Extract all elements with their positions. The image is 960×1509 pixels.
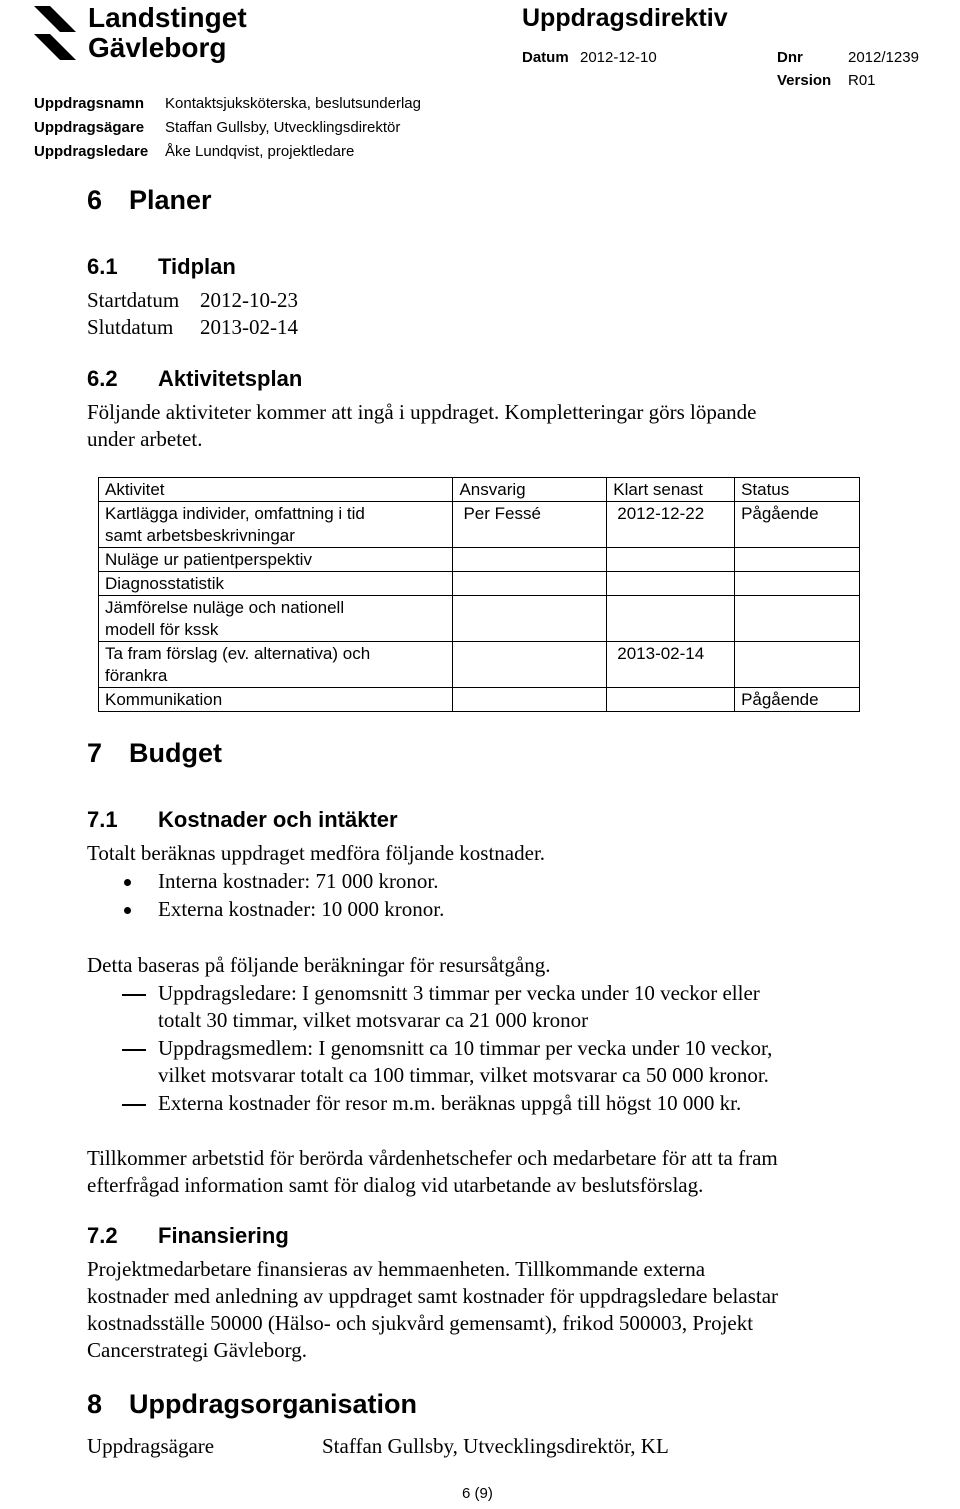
table-cell: Nuläge ur patientperspektiv	[99, 548, 453, 572]
dash-item-line: vilket motsvarar totalt ca 100 timmar, vilket motsvarar ca 50 000 kronor.	[158, 1063, 769, 1087]
paragraph-line: Cancerstrategi Gävleborg.	[87, 1338, 308, 1362]
dash-bullet-icon	[122, 1104, 146, 1106]
table-cell: Diagnosstatistik	[99, 572, 453, 596]
activity-table	[98, 477, 860, 712]
table-cell: modell för kssk	[105, 620, 219, 639]
header-cell: Aktivitet	[99, 478, 453, 502]
table-row	[99, 502, 860, 548]
section-7-2-number: 7.2	[87, 1223, 118, 1248]
section-6-1-number: 6.1	[87, 254, 118, 279]
landstinget-logo-icon	[30, 2, 80, 64]
section-6-2-number: 6.2	[87, 366, 118, 391]
table-cell: Pågående	[741, 504, 819, 523]
datum-value: 2012-12-10	[580, 49, 657, 66]
section-8-title: Uppdragsorganisation	[129, 1389, 418, 1419]
dash-item-line: Uppdragsledare: I genomsnitt 3 timmar per vecka under 10 veckor eller	[158, 981, 760, 1005]
section-6-title: Planer	[129, 185, 212, 215]
org-logo	[30, 2, 80, 69]
section-7-number: 7	[87, 738, 103, 768]
section-6-2-title: Aktivitetsplan	[158, 366, 303, 391]
table-cell: Jämförelse nuläge och nationell	[105, 598, 345, 617]
table-cell: förankra	[105, 666, 168, 685]
field-value: Staffan Gullsby, Utvecklingsdirektör	[165, 119, 401, 136]
paragraph-line: Totalt beräknas uppdraget medföra följande kostnader.	[87, 841, 546, 865]
header-cell: Klart senast	[607, 478, 735, 502]
table-cell: 2013-02-14	[617, 644, 705, 663]
table-row	[99, 688, 860, 712]
section-7-1-title: Kostnader och intäkter	[158, 807, 398, 832]
owner-label: Uppdragsägare	[87, 1434, 215, 1458]
dnr-label: Dnr	[777, 49, 803, 66]
table-header-row	[99, 478, 860, 502]
dnr-value: 2012/1239	[848, 49, 919, 66]
table-cell: Ta fram förslag (ev. alternativa) och	[105, 644, 371, 663]
dash-item-line: Uppdragsmedlem: I genomsnitt ca 10 timmar per vecka under 10 veckor,	[158, 1036, 773, 1060]
table-row	[99, 548, 860, 572]
start-date-value: 2012-10-23	[200, 288, 298, 312]
field-value: Kontaktsjuksköterska, beslutsunderlag	[165, 95, 421, 112]
table-cell: 2012-12-22	[617, 504, 705, 523]
start-date-label: Startdatum	[87, 288, 180, 312]
page-number: 6 (9)	[462, 1485, 493, 1502]
owner-value: Staffan Gullsby, Utvecklingsdirektör, KL	[322, 1434, 669, 1458]
paragraph-line: efterfrågad information samt för dialog vid utarbetande av beslutsförslag.	[87, 1173, 704, 1197]
org-name-line1: Landstinget	[88, 2, 247, 33]
dash-item-line: totalt 30 timmar, vilket motsvarar ca 21 000 kronor	[158, 1008, 589, 1032]
table-row	[99, 596, 860, 642]
paragraph-line: Projektmedarbetare finansieras av hemmaenheten. Tillkommande externa	[87, 1257, 706, 1281]
document-type: Uppdragsdirektiv	[522, 4, 728, 32]
end-date-label: Slutdatum	[87, 315, 174, 339]
table-cell: Pågående	[735, 688, 860, 712]
table-row	[99, 572, 860, 596]
field-label: Uppdragsledare	[34, 143, 149, 160]
field-label: Uppdragsnamn	[34, 95, 145, 112]
dash-bullet-icon	[122, 994, 146, 996]
section-7-2-title: Finansiering	[158, 1223, 289, 1248]
org-name-line2: Gävleborg	[88, 32, 227, 63]
datum-label: Datum	[522, 49, 569, 66]
paragraph-line: kostnader med anledning av uppdraget samt kostnader för uppdragsledare belastar	[87, 1284, 779, 1308]
paragraph-line: Detta baseras på följande beräkningar för resursåtgång.	[87, 953, 551, 977]
section-6-1-title: Tidplan	[158, 254, 236, 279]
field-label: Uppdragsägare	[34, 119, 145, 136]
bullet-icon	[124, 907, 131, 914]
field-value: Åke Lundqvist, projektledare	[165, 143, 355, 160]
bullet-item: Interna kostnader: 71 000 kronor.	[158, 869, 439, 893]
end-date-value: 2013-02-14	[200, 315, 298, 339]
section-7-1-number: 7.1	[87, 807, 118, 832]
paragraph-line: Följande aktiviteter kommer att ingå i uppdraget. Kompletteringar görs löpande	[87, 400, 757, 424]
dash-item-line: Externa kostnader för resor m.m. beräknas uppgå till högst 10 000 kr.	[158, 1091, 742, 1115]
table-cell: samt arbetsbeskrivningar	[105, 526, 295, 545]
section-8-number: 8	[87, 1389, 103, 1419]
table-cell: Kommunikation	[99, 688, 453, 712]
header-cell: Status	[735, 478, 860, 502]
section-7-title: Budget	[129, 738, 222, 768]
table-cell: Kartlägga individer, omfattning i tid	[105, 504, 365, 523]
bullet-item: Externa kostnader: 10 000 kronor.	[158, 897, 445, 921]
dash-bullet-icon	[122, 1049, 146, 1051]
header-cell: Ansvarig	[453, 478, 607, 502]
version-value: R01	[848, 72, 876, 89]
paragraph-line: under arbetet.	[87, 427, 203, 451]
version-label: Version	[777, 72, 832, 89]
paragraph-line: kostnadsställe 50000 (Hälso- och sjukvård gemensamt), frikod 500003, Projekt	[87, 1311, 754, 1335]
bullet-icon	[124, 879, 131, 886]
table-cell: Per Fessé	[463, 504, 541, 523]
paragraph-line: Tillkommer arbetstid för berörda vårdenhetschefer och medarbetare för att ta fram	[87, 1146, 778, 1170]
section-6-number: 6	[87, 185, 103, 215]
table-row	[99, 642, 860, 688]
